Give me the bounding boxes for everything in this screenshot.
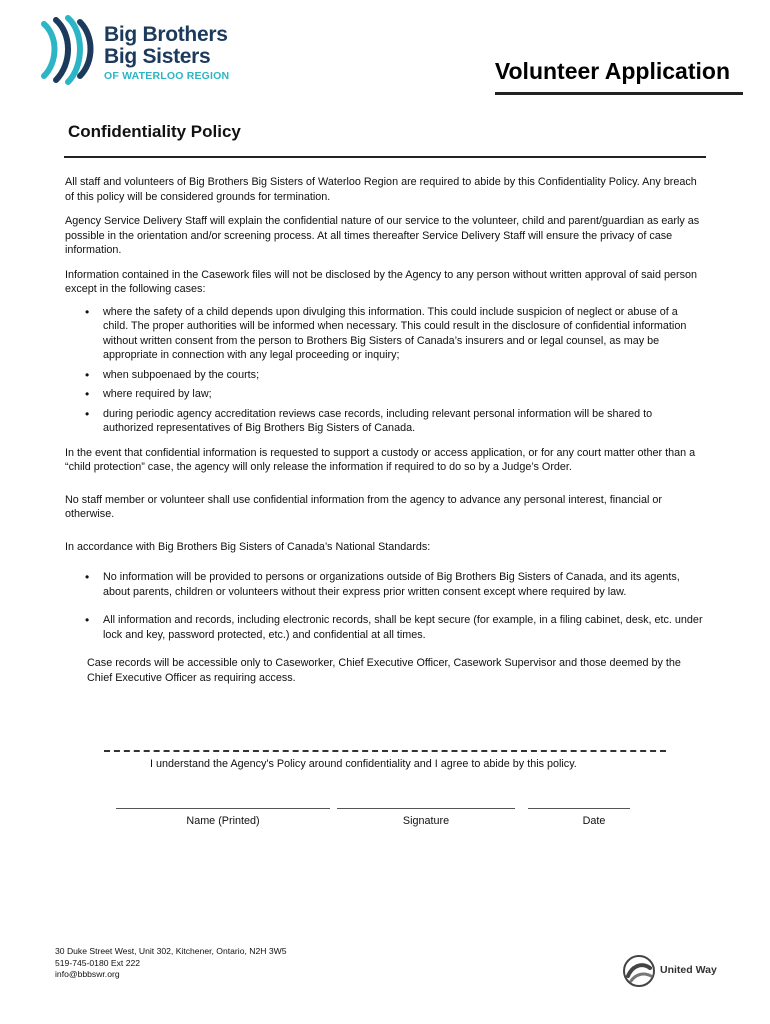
policy-paragraph: In the event that confidential information is requested to support a custody or access application, or for any court matter other than a “child protection” case, the agency will only release the information if required to do so by a Judge’s Order. bbox=[65, 446, 696, 473]
policy-body bbox=[65, 175, 705, 695]
footer-phone: 519-745-0180 Ext 222 bbox=[55, 957, 141, 968]
dashed-divider bbox=[104, 750, 666, 752]
logo-text-line2: Big Sisters bbox=[104, 45, 211, 68]
list-item: • where the safety of a child depends upon divulging this information. This could include suspicion of neglect or abuse of a child. The proper authorities will be informed when necessary. This could result in the disclosure of confidential information without written consent from the person to Brothers Big Sisters of Canada’s insurers and or legal counsel, as may be appropriate in connection with any legal proceeding or inquiry; bbox=[103, 305, 705, 363]
policy-paragraph: Agency Service Delivery Staff will explain the confidential nature of our service to the volunteer, child and parent/guardian as early as possible in the orientation and/or screening process. At all times thereafter Service Delivery Staff will ensure the privacy of case information. bbox=[65, 215, 700, 256]
agreement-statement: I understand the Agency's Policy around confidentiality and I agree to abide by this policy. bbox=[150, 758, 577, 770]
policy-paragraph: Information contained in the Casework files will not be disclosed by the Agency to any person without written approval of said person except in the following cases: bbox=[65, 268, 697, 295]
list-item: • No information will be provided to persons or organizations outside of Big Brothers Big Sisters of Canada, and its agents, about parents, children or volunteers without their express prior written consent except where required by law. bbox=[103, 570, 705, 599]
standards-list bbox=[65, 570, 705, 642]
list-item: • during periodic agency accreditation reviews case records, including relevant personal information will be shared to authorized representatives of Big Brothers Big Sisters of Canada. bbox=[103, 407, 705, 436]
section-divider bbox=[64, 156, 706, 158]
united-way-text: United Way bbox=[660, 964, 717, 976]
policy-paragraph: All staff and volunteers of Big Brothers Big Sisters of Waterloo Region are required to abide by this Confidentiality Policy. Any breach of this policy will be considered grounds for termination. bbox=[65, 176, 697, 203]
name-label: Name (Printed) bbox=[186, 815, 260, 827]
signature-label: Signature bbox=[402, 815, 450, 827]
date-line[interactable] bbox=[528, 808, 630, 809]
disclosure-cases-list bbox=[65, 305, 705, 436]
policy-paragraph: In accordance with Big Brothers Big Sisters of Canada’s National Standards: bbox=[65, 540, 431, 553]
footer-email: info@bbbswr.org bbox=[55, 969, 120, 979]
list-item: • All information and records, including electronic records, shall be kept secure (for example, in a filing cabinet, desk, etc. under lock and key, password protected, etc.) and confidential at all times. bbox=[103, 613, 705, 642]
date-label: Date bbox=[582, 815, 606, 827]
list-item: • when subpoenaed by the courts; bbox=[103, 368, 705, 383]
footer-address: 30 Duke Street West, Unit 302, Kitchener, Ontario, N2H 3W5 bbox=[55, 946, 287, 956]
footer-contact bbox=[55, 946, 287, 981]
bbbs-logo bbox=[38, 14, 258, 94]
name-line[interactable] bbox=[116, 808, 330, 809]
title-underline bbox=[495, 92, 743, 95]
policy-paragraph: No staff member or volunteer shall use confidential information from the agency to advance any personal interest, financial or otherwise. bbox=[65, 493, 662, 520]
bbbs-logo-mark-icon bbox=[38, 14, 100, 86]
signature-line[interactable] bbox=[337, 808, 515, 809]
list-item: • where required by law; bbox=[103, 387, 705, 402]
logo-text-line3: OF WATERLOO REGION bbox=[104, 70, 230, 82]
document-title: Volunteer Application bbox=[494, 58, 730, 84]
section-title: Confidentiality Policy bbox=[68, 122, 241, 141]
united-way-logo bbox=[622, 954, 722, 988]
united-way-hand-icon bbox=[622, 954, 656, 988]
case-records-paragraph: Case records will be accessible only to Caseworker, Chief Executive Officer, Casework Supervisor and those deemed by the Chief Executive Officer as requiring access. bbox=[87, 657, 681, 684]
logo-text-line1: Big Brothers bbox=[104, 23, 228, 46]
